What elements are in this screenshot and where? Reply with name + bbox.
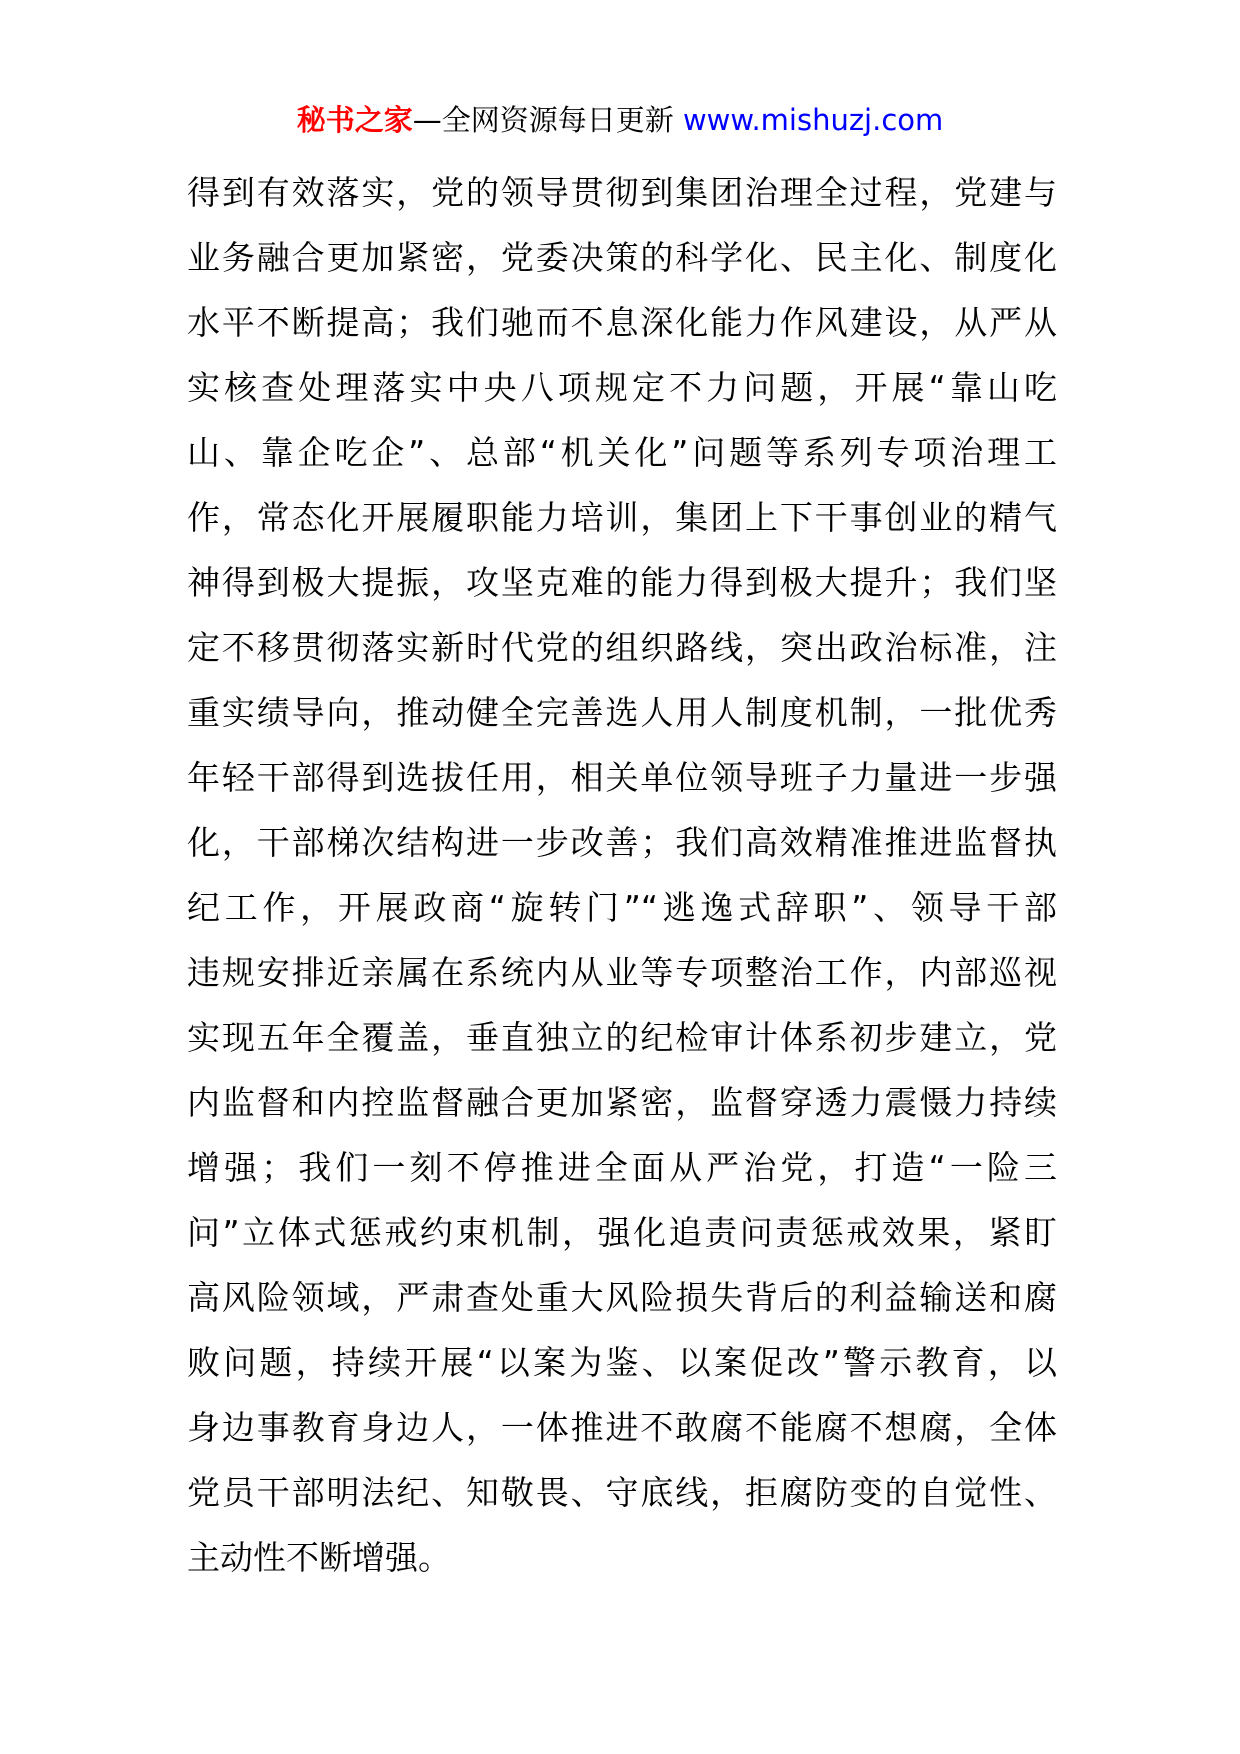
paragraph-line: 党员干部明法纪、知敬畏、守底线，拒腐防变的自觉性、 <box>187 1473 1057 1512</box>
paragraph-line: 年轻干部得到选拔任用，相关单位领导班子力量进一步强 <box>187 758 1057 797</box>
paragraph-line: 问”立体式惩戒约束机制，强化追责问责惩戒效果，紧盯 <box>187 1213 1057 1252</box>
paragraph-line: 主动性不断增强。 <box>187 1538 451 1577</box>
paragraph-line: 违规安排近亲属在系统内从业等专项整治工作，内部巡视 <box>187 953 1057 992</box>
paragraph-line: 纪工作，开展政商“旋转门”“逃逸式辞职”、领导干部 <box>187 888 1057 927</box>
paragraph-line: 身边事教育身边人，一体推进不敢腐不能腐不想腐，全体 <box>187 1408 1057 1447</box>
paragraph-line: 业务融合更加紧密，党委决策的科学化、民主化、制度化 <box>187 238 1057 277</box>
paragraph-line: 山、靠企吃企”、总部“机关化”问题等系列专项治理工 <box>187 433 1057 472</box>
brand-name: 秘书之家 <box>296 103 413 137</box>
paragraph-line: 化，干部梯次结构进一步改善；我们高效精准推进监督执 <box>187 823 1057 862</box>
body-paragraph <box>187 160 1057 1590</box>
paragraph-line: 重实绩导向，推动健全完善选人用人制度机制，一批优秀 <box>187 693 1057 732</box>
paragraph-line: 作，常态化开展履职能力培训，集团上下干事创业的精气 <box>187 498 1057 537</box>
paragraph-line: 定不移贯彻落实新时代党的组织路线，突出政治标准，注 <box>187 628 1057 667</box>
paragraph-line: 高风险领域，严肃查处重大风险损失背后的利益输送和腐 <box>187 1278 1057 1317</box>
paragraph-line: 实现五年全覆盖，垂直独立的纪检审计体系初步建立，党 <box>187 1018 1057 1057</box>
paragraph-line: 败问题，持续开展“以案为鉴、以案促改”警示教育，以 <box>187 1343 1057 1382</box>
page-header <box>0 100 1240 140</box>
header-tagline: —全网资源每日更新 <box>412 103 683 137</box>
paragraph-line: 神得到极大提振，攻坚克难的能力得到极大提升；我们坚 <box>187 563 1057 602</box>
paragraph-line: 增强；我们一刻不停推进全面从严治党，打造“一险三 <box>187 1148 1057 1187</box>
site-url-link[interactable]: www.mishuzj.com <box>682 103 944 137</box>
paragraph-line: 得到有效落实，党的领导贯彻到集团治理全过程，党建与 <box>187 173 1057 212</box>
paragraph-line: 内监督和内控监督融合更加紧密，监督穿透力震慑力持续 <box>187 1083 1057 1122</box>
paragraph-line: 实核查处理落实中央八项规定不力问题，开展“靠山吃 <box>187 368 1057 407</box>
paragraph-line: 水平不断提高；我们驰而不息深化能力作风建设，从严从 <box>187 303 1057 342</box>
